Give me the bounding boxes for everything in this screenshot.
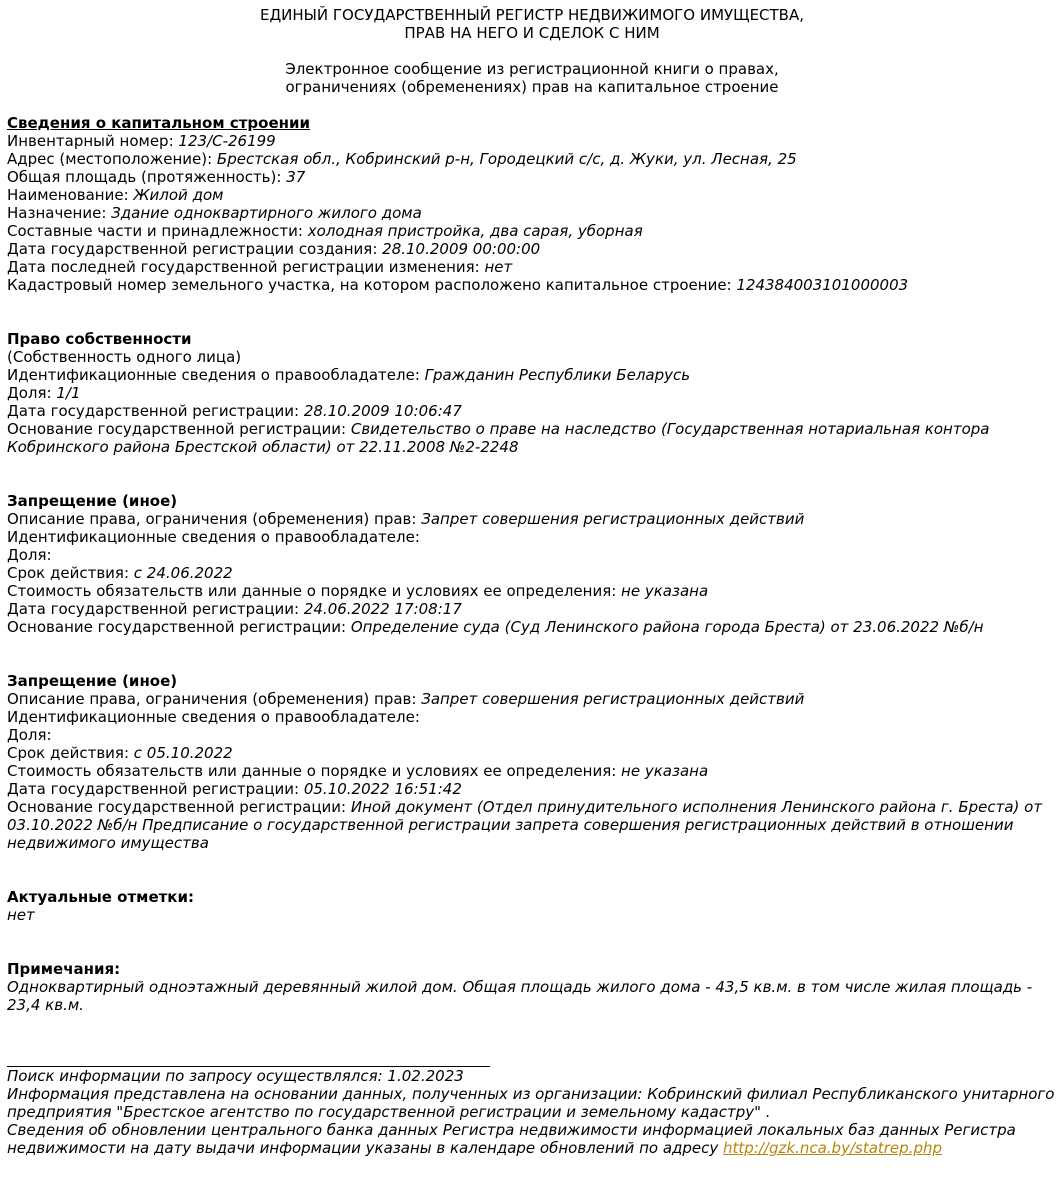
field-label: Составные части и принадлежности: bbox=[7, 222, 308, 240]
field-row bbox=[7, 168, 1057, 186]
field-label: Основание государственной регистрации: bbox=[7, 798, 351, 816]
field-row bbox=[7, 258, 1057, 276]
field-value: Запрет совершения регистрационных действий bbox=[421, 510, 805, 528]
field-value: Жилой дом bbox=[133, 186, 224, 204]
section-ownership bbox=[7, 330, 1057, 456]
field-row bbox=[7, 222, 1057, 240]
section-ban-2-rows bbox=[7, 690, 1057, 852]
field-label: Кадастровый номер земельного участка, на котором расположено капитальное строение: bbox=[7, 276, 737, 294]
field-row bbox=[7, 186, 1057, 204]
section-ban-2 bbox=[7, 672, 1057, 852]
field-value: не указана bbox=[621, 582, 709, 600]
field-label: Дата государственной регистрации создания: bbox=[7, 240, 383, 258]
field-label: Дата последней государственной регистрации изменения: bbox=[7, 258, 485, 276]
field-label: Идентификационные сведения о правообладателе: bbox=[7, 528, 420, 546]
field-value: Гражданин Республики Беларусь bbox=[424, 366, 691, 384]
section-building-title: Сведения о капитальном строении bbox=[7, 114, 311, 132]
field-label: Дата государственной регистрации: bbox=[7, 600, 304, 618]
field-row bbox=[7, 528, 1057, 546]
section-notes bbox=[7, 960, 1057, 1014]
field-row bbox=[7, 402, 1057, 420]
field-label: Дата государственной регистрации: bbox=[7, 780, 304, 798]
field-row bbox=[7, 150, 1057, 168]
field-row bbox=[7, 762, 1057, 780]
section-ownership-title: Право собственности bbox=[7, 330, 192, 348]
footer-update-text: Сведения об обновлении центрального банка данных Регистра недвижимости информацией локальных баз данных Регистра недвижимости на дату выдачи информации указаны в календаре обновлений по адресу bbox=[7, 1121, 1016, 1157]
field-label: Основание государственной регистрации: bbox=[7, 618, 351, 636]
section-notes-title: Примечания: bbox=[7, 960, 121, 978]
field-row bbox=[7, 726, 1057, 744]
field-value: 28.10.2009 10:06:47 bbox=[303, 402, 462, 420]
field-row bbox=[7, 690, 1057, 708]
header-subtitle-line1: Электронное сообщение из регистрационной книги о правах, bbox=[285, 60, 779, 78]
footer-search-date: Поиск информации по запросу осуществлялся: 1.02.2023 bbox=[7, 1067, 464, 1085]
field-label: Общая площадь (протяженность): bbox=[7, 168, 287, 186]
field-label: Доля: bbox=[7, 726, 52, 744]
field-value: не указана bbox=[621, 762, 709, 780]
field-row bbox=[7, 708, 1057, 726]
field-row bbox=[7, 564, 1057, 582]
field-row bbox=[7, 384, 1057, 402]
section-notes-value: Одноквартирный одноэтажный деревянный жилой дом. Общая площадь жилого дома - 43,5 кв.м. в том числе жилая площадь - 23,4 кв.м. bbox=[7, 978, 1033, 1014]
field-label: Наименование: bbox=[7, 186, 134, 204]
field-label: Идентификационные сведения о правообладателе: bbox=[7, 708, 420, 726]
field-value: с 24.06.2022 bbox=[133, 564, 233, 582]
field-row bbox=[7, 132, 1057, 150]
field-value: с 05.10.2022 bbox=[133, 744, 233, 762]
section-marks-value: нет bbox=[7, 906, 35, 924]
field-value: Свидетельство о праве на наследство (Государственная нотариальная контора Кобринского района Брестской области) от 22.11.2008 №2-2248 bbox=[7, 420, 990, 456]
field-row bbox=[7, 276, 1057, 294]
section-ban-1-rows bbox=[7, 510, 1057, 636]
statrep-link[interactable]: http://gzk.nca.by/statrep.php bbox=[723, 1139, 943, 1157]
field-label: Доля: bbox=[7, 546, 52, 564]
field-row bbox=[7, 510, 1057, 528]
header-title-line2: ПРАВ НА НЕГО И СДЕЛОК С НИМ bbox=[404, 24, 660, 42]
field-row bbox=[7, 366, 1057, 384]
section-marks bbox=[7, 888, 1057, 924]
field-value: 05.10.2022 16:51:42 bbox=[303, 780, 462, 798]
footer-source-info: Информация представлена на основании данных, полученных из организации: Кобринский филиал Республиканского унитарного предприятия "Брестское агентство по государственной регистрации и земельному кадастру" . bbox=[7, 1085, 1055, 1121]
field-label: Доля: bbox=[7, 384, 57, 402]
field-value: 124384003101000003 bbox=[736, 276, 909, 294]
header-title-line1: ЕДИНЫЙ ГОСУДАРСТВЕННЫЙ РЕГИСТР НЕДВИЖИМОГО ИМУЩЕСТВА, bbox=[259, 6, 805, 24]
footer-update-info bbox=[7, 1121, 1057, 1157]
field-label: Основание государственной регистрации: bbox=[7, 420, 351, 438]
field-row bbox=[7, 240, 1057, 258]
section-marks-title: Актуальные отметки: bbox=[7, 888, 194, 906]
field-value: 1/1 bbox=[56, 384, 81, 402]
field-label: Инвентарный номер: bbox=[7, 132, 179, 150]
section-building bbox=[7, 114, 1057, 294]
field-label: Адрес (местоположение): bbox=[7, 150, 217, 168]
field-label: Идентификационные сведения о правообладателе: bbox=[7, 366, 425, 384]
field-label: Срок действия: bbox=[7, 744, 134, 762]
section-building-rows bbox=[7, 132, 1057, 294]
field-row bbox=[7, 744, 1057, 762]
section-ownership-rows bbox=[7, 366, 1057, 456]
field-row bbox=[7, 798, 1057, 852]
field-row bbox=[7, 618, 1057, 636]
document-footer bbox=[7, 1067, 1057, 1157]
header-subtitle-line2: ограничениях (обременениях) прав на капитальное строение bbox=[285, 78, 779, 96]
field-row bbox=[7, 546, 1057, 564]
field-value: Определение суда (Суд Ленинского района города Бреста) от 23.06.2022 №б/н bbox=[350, 618, 984, 636]
field-value: холодная пристройка, два сарая, уборная bbox=[307, 222, 643, 240]
field-row bbox=[7, 582, 1057, 600]
field-label: Описание права, ограничения (обременения) прав: bbox=[7, 510, 422, 528]
field-row bbox=[7, 780, 1057, 798]
field-value: 24.06.2022 17:08:17 bbox=[303, 600, 462, 618]
section-ban-1 bbox=[7, 492, 1057, 636]
field-label: Стоимость обязательств или данные о порядке и условиях ее определения: bbox=[7, 762, 622, 780]
field-row bbox=[7, 420, 1057, 456]
field-value: Запрет совершения регистрационных действий bbox=[421, 690, 805, 708]
field-label: Назначение: bbox=[7, 204, 112, 222]
field-value: Брестская обл., Кобринский р-н, Городецкий с/с, д. Жуки, ул. Лесная, 25 bbox=[216, 150, 797, 168]
section-ownership-subtitle: (Собственность одного лица) bbox=[7, 348, 242, 366]
section-ban-1-title: Запрещение (иное) bbox=[7, 492, 178, 510]
field-value: 28.10.2009 00:00:00 bbox=[382, 240, 541, 258]
field-label: Описание права, ограничения (обременения) прав: bbox=[7, 690, 422, 708]
field-value: 37 bbox=[286, 168, 306, 186]
field-value: 123/C-26199 bbox=[178, 132, 276, 150]
section-ban-2-title: Запрещение (иное) bbox=[7, 672, 178, 690]
field-label: Стоимость обязательств или данные о порядке и условиях ее определения: bbox=[7, 582, 622, 600]
field-value: Здание одноквартирного жилого дома bbox=[111, 204, 422, 222]
field-label: Дата государственной регистрации: bbox=[7, 402, 304, 420]
document-header bbox=[7, 6, 1057, 96]
field-value: Иной документ (Отдел принудительного исполнения Ленинского района г. Бреста) от 03.10.2022 №б/н Предписание о государственной регистрации запрета совершения регистрационных действий в отношении недвижимого имущества bbox=[7, 798, 1043, 852]
field-row bbox=[7, 204, 1057, 222]
field-label: Срок действия: bbox=[7, 564, 134, 582]
field-value: нет bbox=[484, 258, 513, 276]
field-row bbox=[7, 600, 1057, 618]
